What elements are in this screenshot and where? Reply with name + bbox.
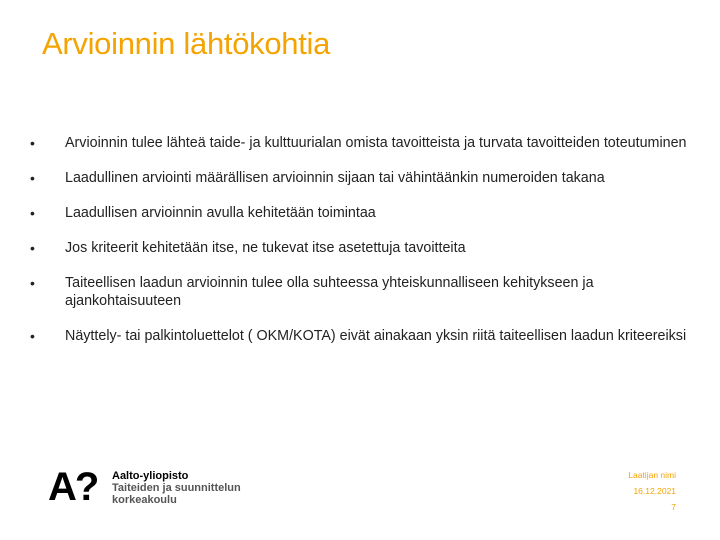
- bullet-icon: •: [30, 240, 35, 256]
- logo-line-school: Taiteiden ja suunnittelun: [112, 482, 241, 494]
- bullet-item: [30, 134, 690, 152]
- bullet-icon: •: [30, 205, 35, 221]
- bullet-item: [30, 327, 690, 345]
- aalto-logo: [48, 465, 268, 509]
- bullet-list: [30, 134, 690, 362]
- bullet-item: [30, 239, 690, 257]
- bullet-text: Taiteellisen laadun arvioinnin tulee olla suhteessa yhteiskunnalliseen kehitykseen ja ajankohtaisuuteen: [65, 275, 594, 309]
- bullet-icon: •: [30, 170, 35, 186]
- aalto-logo-mark: A?: [48, 465, 98, 509]
- bullet-icon: •: [30, 328, 35, 344]
- bullet-text: Näyttely- tai palkintoluettelot ( OKM/KOTA) eivät ainakaan yksin riitä taiteellisen laadun kriteereiksi: [65, 328, 687, 344]
- slide-footer: [628, 467, 676, 515]
- bullet-item: [30, 274, 690, 310]
- slide-title: Arvioinnin lähtökohtia: [42, 26, 331, 61]
- bullet-text: Jos kriteerit kehitetään itse, ne tukevat itse asetettuja tavoitteita: [65, 240, 466, 256]
- bullet-text: Arvioinnin tulee lähteä taide- ja kulttuurialan omista tavoitteista ja turvata tavoitteiden toteutuminen: [65, 135, 687, 151]
- aalto-logo-text: [112, 470, 241, 506]
- bullet-text: Laadullinen arviointi määrällisen arvioinnin sijaan tai vähintäänkin numeroiden takana: [65, 170, 605, 186]
- bullet-icon: •: [30, 135, 35, 151]
- footer-author: Laatijan nimi: [628, 470, 676, 480]
- footer-date: 16.12.2021: [633, 486, 676, 496]
- bullet-text: Laadullisen arvioinnin avulla kehitetään toimintaa: [65, 205, 376, 221]
- bullet-item: [30, 169, 690, 187]
- bullet-item: [30, 204, 690, 222]
- logo-line-university: Aalto-yliopisto: [112, 470, 189, 482]
- footer-page-number: 7: [671, 502, 676, 512]
- bullet-icon: •: [30, 275, 35, 291]
- logo-line-school-2: korkeakoulu: [112, 494, 177, 506]
